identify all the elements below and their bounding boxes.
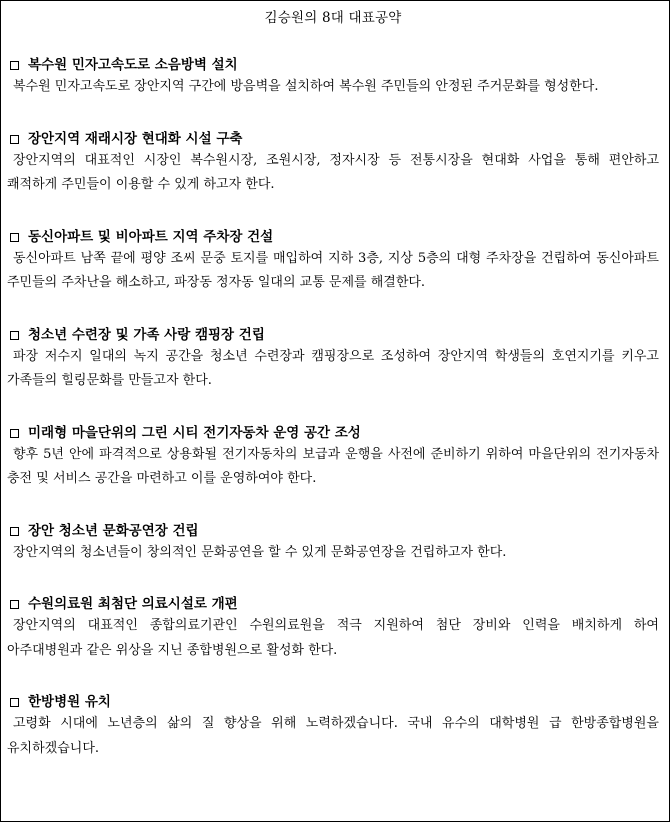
pledge-body: 향후 5년 안에 파격적으로 상용화될 전기자동차의 보급과 운행을 사전에 준비하기 위하여 마을단위의 전기자동차 충전 및 서비스 공간을 마련하고 이를 운영하여야 한다. (7, 446, 659, 486)
pledge-section-3 (7, 229, 659, 296)
pledge-heading-text: 미래형 마을단위의 그린 시티 전기자동차 운영 공간 조성 (28, 424, 361, 441)
pledge-heading (7, 57, 659, 74)
pledge-heading (7, 425, 659, 442)
pledge-section-5 (7, 425, 659, 492)
checkbox-bullet-icon (10, 61, 19, 70)
pledge-body: 장안지역의 청소년들이 창의적인 문화공연을 할 수 있게 문화공연장을 건립하고자 한다. (13, 544, 507, 560)
pledge-heading-text: 동신아파트 및 비아파트 지역 주차장 건설 (28, 228, 274, 245)
pledge-body: 파장 저수지 일대의 녹지 공간을 청소년 수련장과 캠핑장으로 조성하여 장안지역 학생들의 호연지기를 키우고 가족들의 힐링문화를 만들고자 한다. (7, 348, 659, 388)
pledge-body: 고령화 시대에 노년층의 삶의 질 향상을 위해 노력하겠습니다. 국내 유수의 대학병원 급 한방종합병원을 유치하겠습니다. (7, 716, 659, 756)
pledge-heading (7, 131, 659, 148)
pledge-heading-text: 한방병원 유치 (28, 694, 111, 710)
pledge-section-4 (7, 327, 659, 394)
pledge-section-8 (7, 694, 659, 761)
pledge-body: 장안지역의 대표적인 시장인 복수원시장, 조원시장, 정자시장 등 전통시장을 현대화 사업을 통해 편안하고 쾌적하게 주민들이 이용할 수 있게 하고자 한다. (7, 152, 659, 192)
pledge-section-1 (7, 57, 659, 100)
pledge-heading-text: 장안 청소년 문화공연장 건립 (28, 522, 199, 539)
checkbox-bullet-icon (10, 429, 19, 438)
checkbox-bullet-icon (10, 233, 19, 242)
pledge-section-6 (7, 523, 659, 566)
checkbox-bullet-icon (10, 331, 19, 340)
pledge-body: 장안지역의 대표적인 종합의료기관인 수원의료원을 적극 지원하여 첨단 장비와 인력을 배치하게 하여 아주대병원과 같은 위상을 지닌 종합병원으로 활성화 한다. (7, 618, 659, 658)
pledge-heading (7, 596, 659, 613)
checkbox-bullet-icon (10, 135, 19, 144)
pledge-heading-text: 복수원 민자고속도로 소음방벽 설치 (28, 57, 238, 73)
pledge-heading-text: 청소년 수련장 및 가족 사랑 캠핑장 건립 (28, 326, 265, 343)
checkbox-bullet-icon (10, 600, 19, 609)
pledge-body: 복수원 민자고속도로 장안지역 구간에 방음벽을 설치하여 복수원 주민들의 안정된 주거문화를 형성한다. (13, 79, 599, 94)
pledge-section-2 (7, 131, 659, 198)
pledge-heading-text: 장안지역 재래시장 현대화 시설 구축 (28, 130, 243, 147)
document-title: 김승원의 8대 대표공약 (264, 10, 402, 26)
pledge-heading-text: 수원의료원 최첨단 의료시설로 개편 (28, 596, 238, 612)
pledge-heading (7, 327, 659, 344)
checkbox-bullet-icon (10, 698, 19, 707)
pledge-heading (7, 694, 659, 711)
pledge-heading (7, 523, 659, 540)
pledge-heading (7, 229, 659, 246)
pledge-section-7 (7, 596, 659, 663)
checkbox-bullet-icon (10, 527, 19, 536)
pledge-body: 동신아파트 남쪽 끝에 평양 조씨 문중 토지를 매입하여 지하 3층, 지상 5층의 대형 주차장을 건립하여 동신아파트 주민들의 주차난을 해소하고, 파장동 정자동 일대의 교통 문제를 해결한다. (7, 250, 659, 290)
